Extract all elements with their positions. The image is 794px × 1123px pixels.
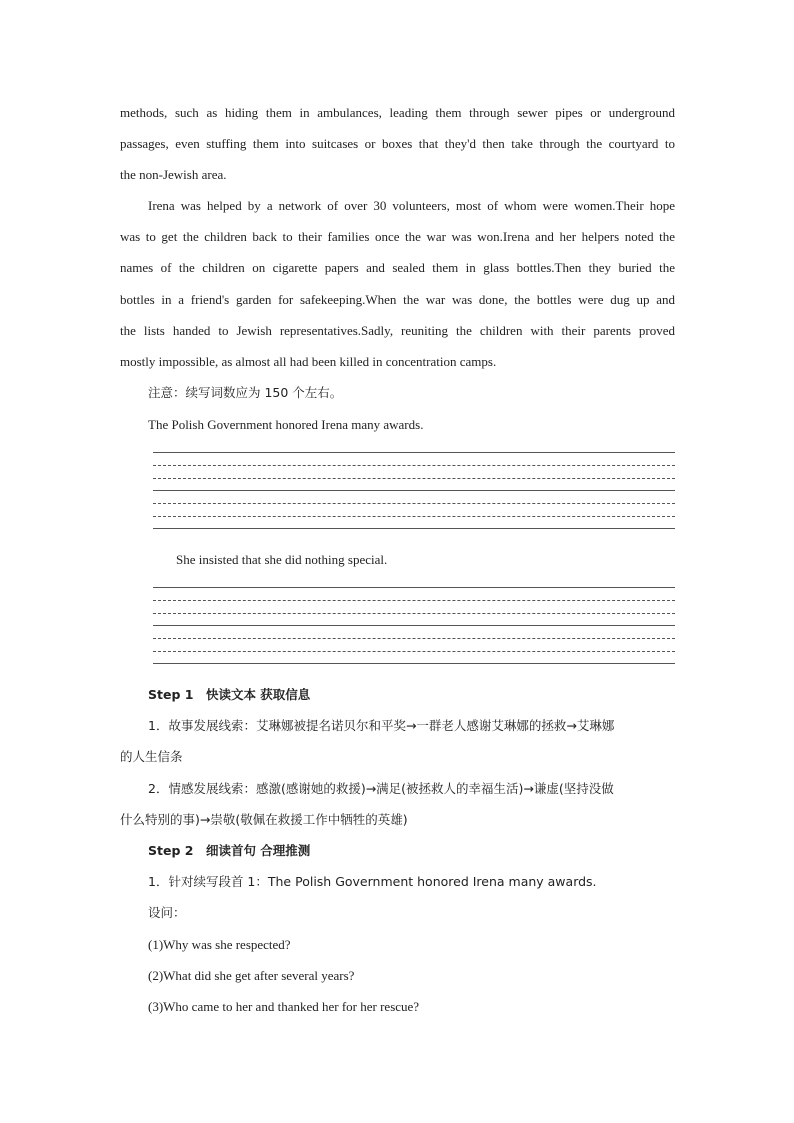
step1-item1: 1．故事发展线索：艾琳娜被提名诺贝尔和平奖→一群老人感谢艾琳娜的拯救→艾琳娜 xyxy=(148,718,615,733)
question: (2)What did she get after several years? xyxy=(148,968,355,983)
passage-line: the lists handed to Jewish representatives.Sadly, reuniting the children with their parents proved xyxy=(120,323,675,338)
writing-line xyxy=(153,452,675,453)
writing-line xyxy=(153,516,675,517)
passage-line: passages, even stuffing them into suitcases or boxes that they'd then take through the courtyard to xyxy=(120,136,675,151)
writing-line xyxy=(153,613,675,614)
writing-line xyxy=(153,600,675,601)
question: (3)Who came to her and thanked her for her rescue? xyxy=(148,999,420,1014)
writing-line xyxy=(153,625,675,626)
question: (1)Why was she respected? xyxy=(148,937,291,952)
step2-item1: 1．针对续写段首 1：The Polish Government honored Irena many awards. xyxy=(148,874,597,889)
step1-item1-cont: 的人生信条 xyxy=(120,749,183,764)
writing-line xyxy=(153,528,675,529)
passage-line: was to get the children back to their families once the war was won.Irena and her helpers noted the xyxy=(120,229,675,244)
paragraph1-starter: The Polish Government honored Irena many awards. xyxy=(148,417,424,432)
step2-heading: Step 2 细读首句 合理推测 xyxy=(148,843,311,858)
passage-line: mostly impossible, as almost all had been killed in concentration camps. xyxy=(120,354,497,369)
writing-line xyxy=(153,490,675,491)
paragraph2-starter: She insisted that she did nothing special. xyxy=(176,552,388,567)
passage-line: Irena was helped by a network of over 30 volunteers, most of whom were women.Their hope xyxy=(148,198,675,213)
writing-line xyxy=(153,478,675,479)
step1-item2: 2．情感发展线索：感激(感谢她的救援)→满足(被拯救人的幸福生活)→谦虚(坚持没做 xyxy=(148,781,614,796)
writing-line xyxy=(153,503,675,504)
writing-line xyxy=(153,465,675,466)
passage-line: bottles in a friend's garden for safekeeping.When the war was done, the bottles were dug up and xyxy=(120,292,675,307)
step1-item2-cont: 什么特别的事)→崇敬(敬佩在救援工作中牺牲的英雄) xyxy=(120,812,408,827)
question-label: 设问： xyxy=(148,905,186,920)
word-count-note: 注意：续写词数应为 150 个左右。 xyxy=(148,385,343,400)
step1-heading: Step 1 快读文本 获取信息 xyxy=(148,687,311,702)
writing-line xyxy=(153,638,675,639)
passage-line: the non-Jewish area. xyxy=(120,167,227,182)
passage-line: methods, such as hiding them in ambulances, leading them through sewer pipes or underground xyxy=(120,105,675,120)
passage-line: names of the children on cigarette papers and sealed them in glass bottles.Then they buried the xyxy=(120,260,675,275)
writing-line xyxy=(153,663,675,664)
writing-line xyxy=(153,587,675,588)
writing-line xyxy=(153,651,675,652)
